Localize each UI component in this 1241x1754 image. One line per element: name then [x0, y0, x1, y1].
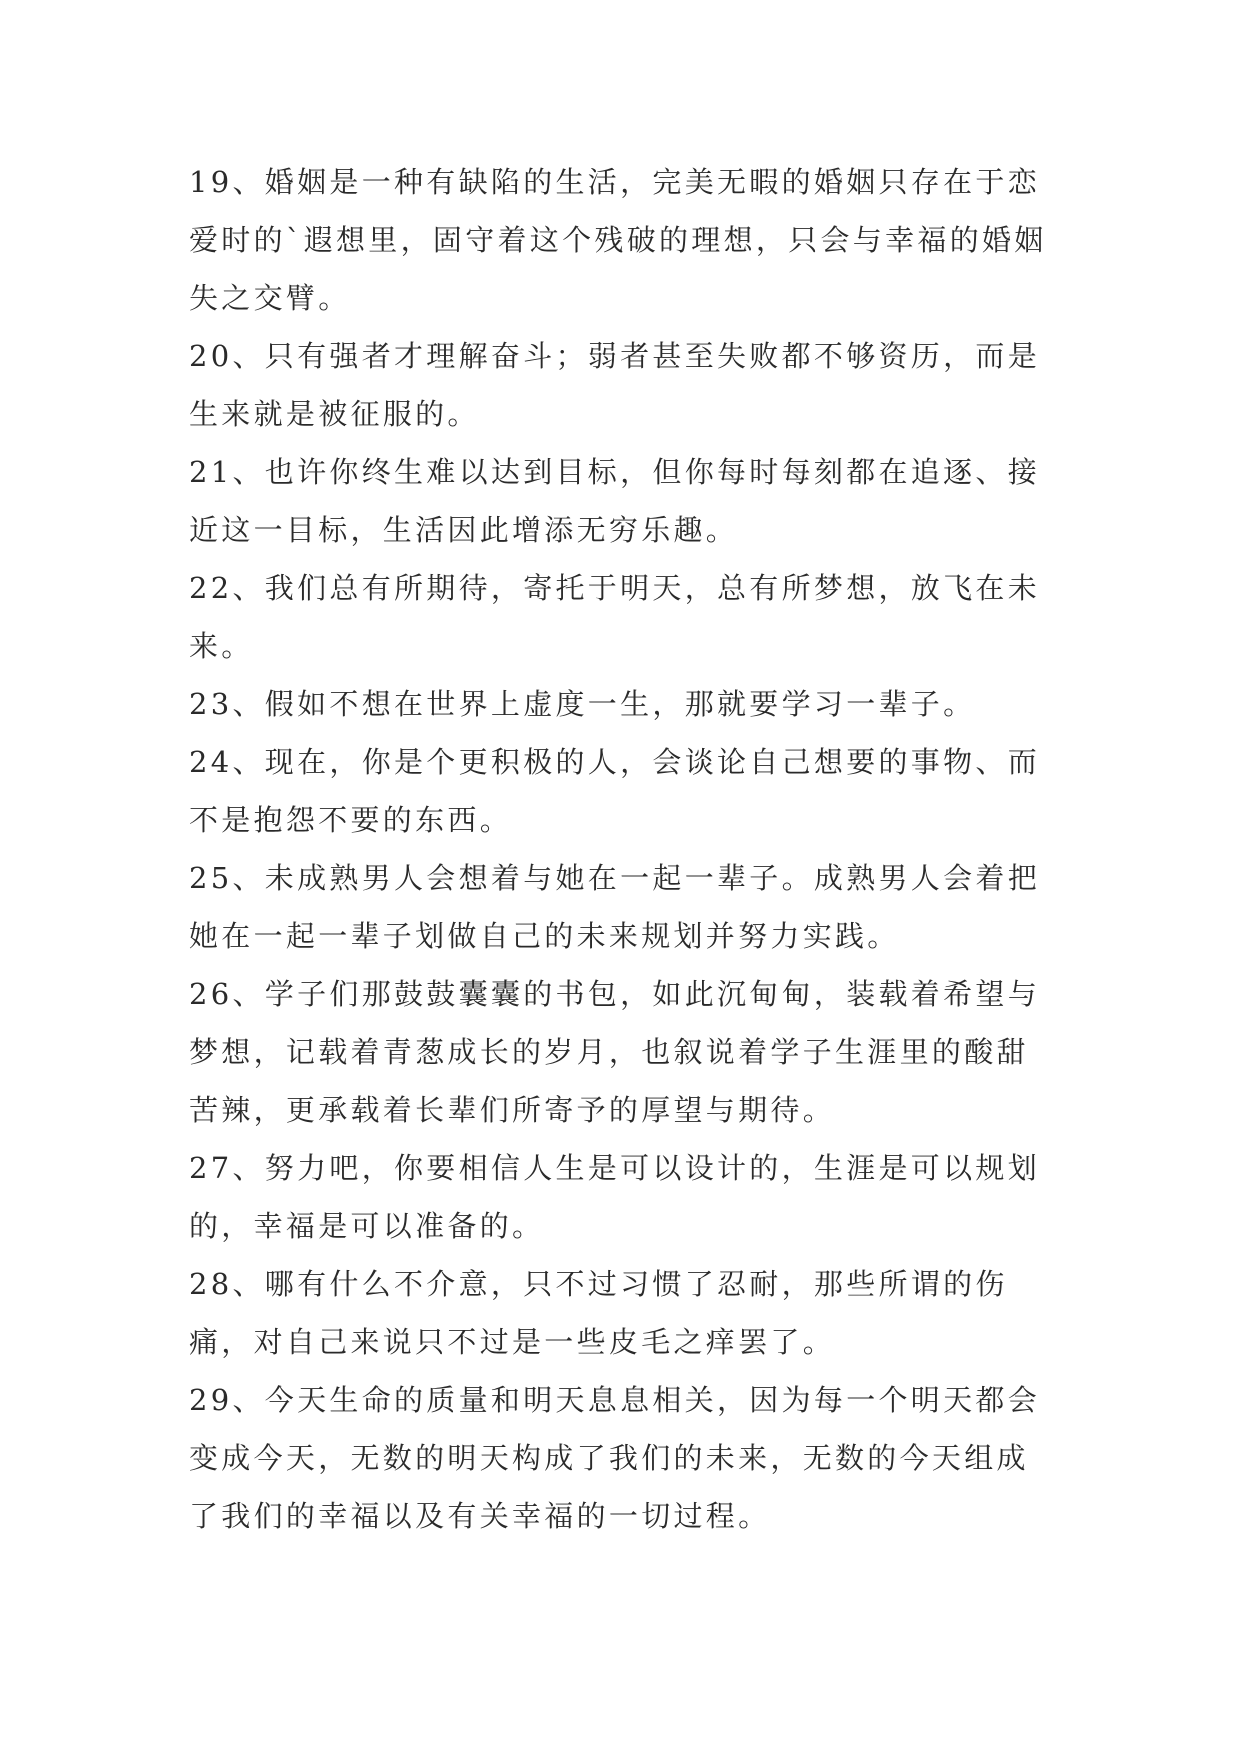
paragraph-24: 24、现在，你是个更积极的人，会谈论自己想要的事物、而不是抱怨不要的东西。: [189, 745, 1041, 837]
paragraph-29: 29、今天生命的质量和明天息息相关，因为每一个明天都会变成今天，无数的明天构成了我们的未来，无数的今天组成了我们的幸福以及有关幸福的一切过程。: [189, 1383, 1041, 1533]
paragraph-27: 27、努力吧，你要相信人生是可以设计的，生涯是可以规划的，幸福是可以准备的。: [189, 1151, 1041, 1243]
paragraph-23: 23、假如不想在世界上虚度一生，那就要学习一辈子。: [189, 687, 976, 721]
paragraph-20: 20、只有强者才理解奋斗；弱者甚至失败都不够资历，而是生来就是被征服的。: [189, 339, 1041, 431]
paragraph-25: 25、未成熟男人会想着与她在一起一辈子。成熟男人会着把她在一起一辈子划做自己的未来规划并努力实践。: [189, 861, 1041, 953]
paragraph-19: 19、婚姻是一种有缺陷的生活，完美无暇的婚姻只存在于恋爱时的`遐想里，固守着这个残破的理想，只会与幸福的婚姻失之交臂。: [189, 165, 1047, 315]
paragraph-21: 21、也许你终生难以达到目标，但你每时每刻都在追逐、接近这一目标，生活因此增添无穷乐趣。: [189, 455, 1041, 547]
paragraph-28: 28、哪有什么不介意，只不过习惯了忍耐，那些所谓的伤痛，对自己来说只不过是一些皮毛之痒罢了。: [189, 1267, 1008, 1359]
paragraph-26: 26、学子们那鼓鼓囊囊的书包，如此沉甸甸，装载着希望与梦想，记载着青葱成长的岁月，也叙说着学子生涯里的酸甜苦辣，更承载着长辈们所寄予的厚望与期待。: [189, 977, 1041, 1127]
document-body: [189, 153, 1049, 1545]
paragraph-22: 22、我们总有所期待，寄托于明天，总有所梦想，放飞在未来。: [189, 571, 1041, 663]
